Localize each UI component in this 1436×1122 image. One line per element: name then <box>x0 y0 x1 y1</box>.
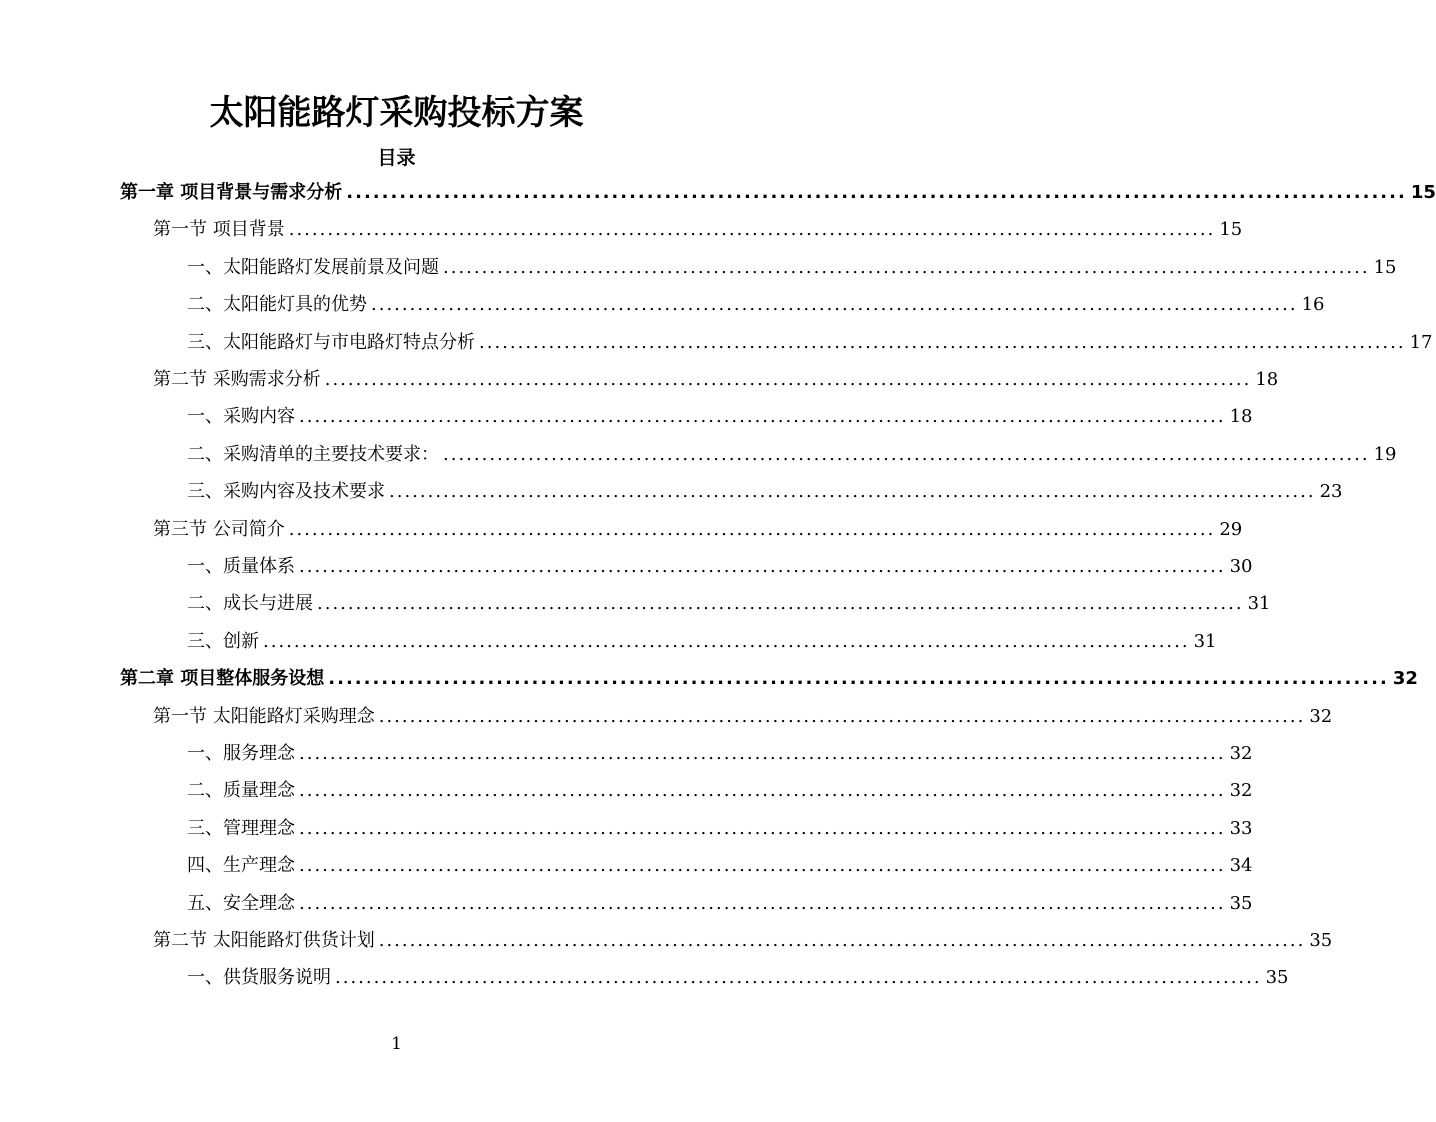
toc-entry-label: 二、成长与进展 <box>187 593 313 615</box>
toc-entry-label: 三、采购内容及技术要求 <box>187 481 385 503</box>
toc-dot-leader: ........................................................................................................................ <box>317 593 1244 615</box>
toc-dot-leader: ........................................................................................................................ <box>299 817 1226 839</box>
toc-entry-page: 16 <box>1301 294 1325 316</box>
toc-entry-page: 35 <box>1309 930 1333 951</box>
toc-entry[interactable] <box>187 851 1253 881</box>
toc-dot-leader: ........................................................................................................................ <box>263 630 1190 652</box>
toc-entry-page: 18 <box>1255 369 1279 390</box>
document-title: 太阳能路灯采购投标方案 <box>209 93 584 133</box>
toc-entry-page: 35 <box>1265 967 1289 989</box>
toc-dot-leader: ........................................................................................................................ <box>335 967 1262 989</box>
toc-entry[interactable] <box>187 402 1253 432</box>
toc-entry-page: 30 <box>1229 556 1253 577</box>
toc-entry[interactable] <box>153 365 1279 395</box>
toc-dot-leader: ........................................................................................................................ <box>299 892 1226 914</box>
toc-entry[interactable] <box>187 589 1271 619</box>
toc-entry-label: 二、太阳能灯具的优势 <box>187 294 367 316</box>
toc-entry-label: 一、采购内容 <box>187 406 295 428</box>
toc-entry[interactable] <box>153 702 1333 732</box>
toc-dot-leader: ........................................................................................................................ <box>299 780 1226 802</box>
toc-entry[interactable] <box>187 440 1397 470</box>
toc-entry-page: 32 <box>1309 705 1333 727</box>
toc-dot-leader: ........................................................................................................................ <box>479 331 1406 353</box>
toc-entry-page: 31 <box>1247 593 1271 615</box>
toc-entry-label: 五、安全理念 <box>187 892 295 914</box>
toc-dot-leader: ........................................................................................................................ <box>288 518 1216 540</box>
toc-entry-page: 31 <box>1193 630 1217 652</box>
toc-entry[interactable] <box>187 889 1253 919</box>
toc-entry[interactable] <box>120 178 1436 208</box>
toc-entry[interactable] <box>153 215 1243 245</box>
toc-entry-label: 一、供货服务说明 <box>187 967 331 989</box>
toc-entry-label: 第一章 项目背景与需求分析 <box>120 182 343 203</box>
toc-entry-label: 四、生产理念 <box>187 855 295 877</box>
toc-entry-label: 三、太阳能路灯与市电路灯特点分析 <box>187 331 475 353</box>
toc-entry-label: 三、管理理念 <box>187 817 295 839</box>
toc-dot-leader: ........................................................................................................................ <box>299 743 1226 764</box>
toc-dot-leader: ........................................................................................................................ <box>299 406 1226 428</box>
toc-dot-leader: ........................................................................................................................ <box>324 369 1252 390</box>
toc-entry[interactable] <box>187 477 1343 507</box>
toc-entry[interactable] <box>187 627 1217 657</box>
toc-entry-page: 23 <box>1319 481 1343 503</box>
toc-entry-label: 第一节 项目背景 <box>153 219 285 241</box>
toc-entry[interactable] <box>187 739 1253 769</box>
toc-dot-leader: ........................................................................................................................ <box>371 294 1298 316</box>
toc-entry-label: 第二章 项目整体服务设想 <box>120 668 325 690</box>
toc-dot-leader: ........................................................................................................................ <box>443 443 1370 465</box>
toc-heading: 目录 <box>377 147 416 169</box>
toc-entry-page: 33 <box>1229 817 1253 839</box>
toc-entry-label: 第二节 采购需求分析 <box>153 369 321 390</box>
toc-entry-label: 第三节 公司简介 <box>153 518 285 540</box>
toc-entry[interactable] <box>187 814 1253 844</box>
toc-entry-label: 一、服务理念 <box>187 743 295 764</box>
toc-dot-leader: ........................................................................................................................ <box>299 556 1226 577</box>
toc-entry-label: 一、太阳能路灯发展前景及问题 <box>187 256 439 278</box>
toc-entry[interactable] <box>187 253 1397 283</box>
toc-entry[interactable] <box>187 290 1325 320</box>
toc-entry-page: 15 <box>1219 219 1243 241</box>
toc-entry-page: 35 <box>1229 892 1253 914</box>
toc-dot-leader: ........................................................................................................................ <box>328 668 1389 690</box>
toc-entry-page: 17 <box>1409 331 1433 353</box>
toc-entry-label: 二、质量理念 <box>187 780 295 802</box>
toc-dot-leader: ........................................................................................................................ <box>389 481 1316 503</box>
toc-entry[interactable] <box>187 552 1253 582</box>
toc-entry-label: 第一节 太阳能路灯采购理念 <box>153 705 375 727</box>
toc-entry-page: 15 <box>1373 256 1397 278</box>
toc-dot-leader: ........................................................................................................................ <box>288 219 1216 241</box>
toc-entry-label: 第二节 太阳能路灯供货计划 <box>153 930 375 951</box>
toc-dot-leader: ........................................................................................................................ <box>299 855 1226 877</box>
toc-entry[interactable] <box>153 515 1243 545</box>
page-number: 1 <box>391 1034 402 1054</box>
toc-entry-page: 15 <box>1410 182 1436 203</box>
toc-dot-leader: ........................................................................................................................ <box>443 256 1370 278</box>
toc-entry[interactable] <box>187 963 1289 993</box>
toc-entry-page: 32 <box>1392 668 1418 690</box>
toc-entry[interactable] <box>120 664 1418 694</box>
toc-entry-label: 二、采购清单的主要技术要求： <box>187 443 439 465</box>
toc-dot-leader: ........................................................................................................................ <box>346 182 1407 203</box>
toc-entry-label: 三、创新 <box>187 630 259 652</box>
toc-entry-page: 34 <box>1229 855 1253 877</box>
toc-entry[interactable] <box>153 926 1333 956</box>
toc-entry-page: 32 <box>1229 780 1253 802</box>
toc-entry-page: 19 <box>1373 443 1397 465</box>
toc-entry-page: 29 <box>1219 518 1243 540</box>
toc-entry[interactable] <box>187 776 1253 806</box>
toc-entry-label: 一、质量体系 <box>187 556 295 577</box>
toc-entry-page: 32 <box>1229 743 1253 764</box>
toc-dot-leader: ........................................................................................................................ <box>378 705 1306 727</box>
toc-entry[interactable] <box>187 328 1433 358</box>
toc-entry-page: 18 <box>1229 406 1253 428</box>
toc-dot-leader: ........................................................................................................................ <box>378 930 1306 951</box>
